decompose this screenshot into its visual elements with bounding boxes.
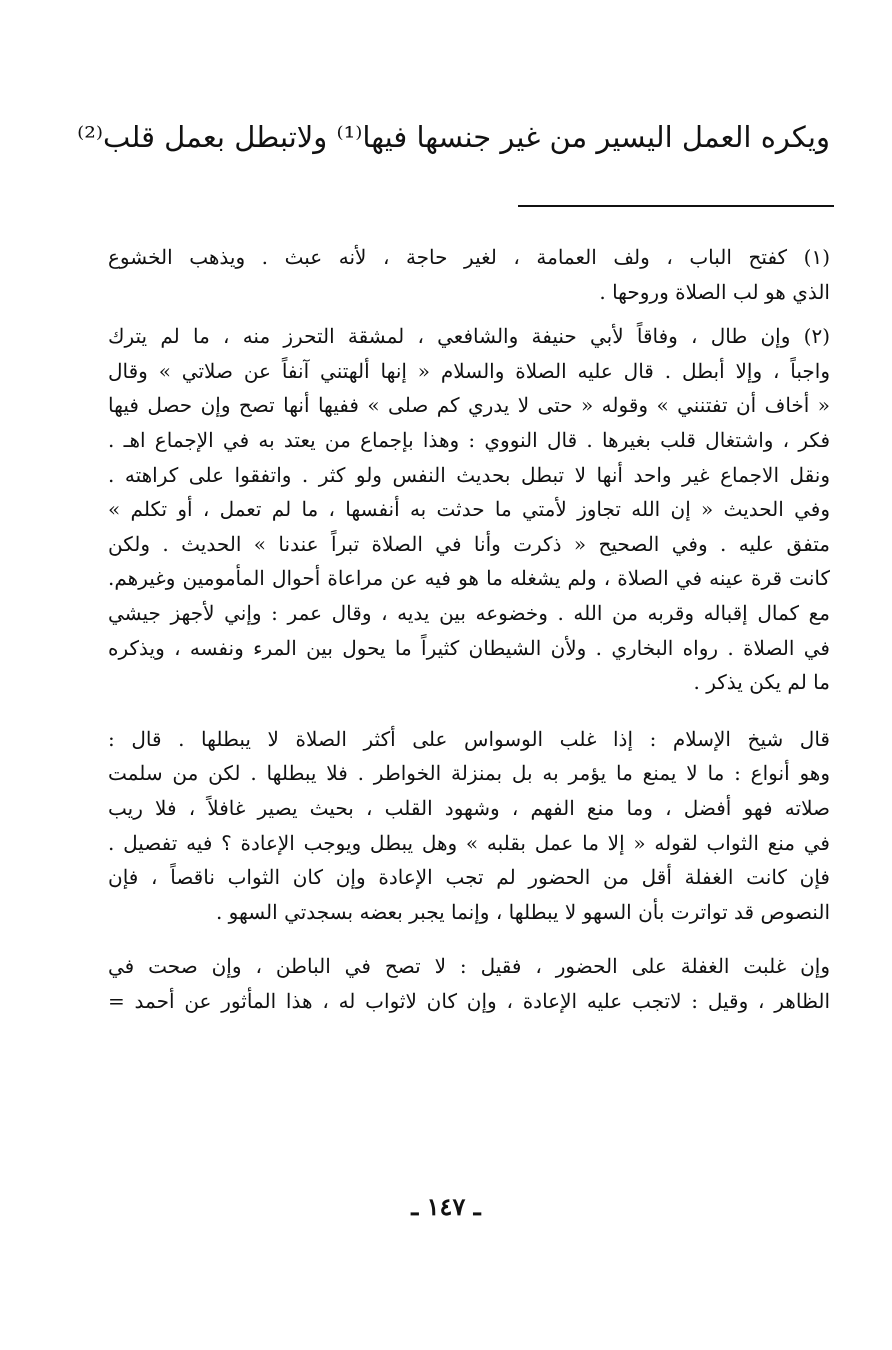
footnotes-section [108,240,830,1018]
footnote-2-continuation-paragraph [108,722,830,930]
paragraph-line: الظاهر ، وقيل : لاتجب عليه الإعادة ، وإن كان لاثواب له ، هذا المأثور عن أحمد = [108,988,830,1013]
footnote-2-line: كانت قرة عينه في الصلاة ، ولم يشغله ما هو فيه عن مراعاة أحوال المأمومين وغيرهم. [108,566,830,591]
footnote-1 [108,240,830,309]
footnote-2-line: « أخاف أن تفتنني » وقوله « حتى لا يدري كم صلى » ففيها أنها تصح وإن حصل فيها [108,393,830,418]
main-text-line: ويكره العمل اليسير من غير جنسها فيها⁽¹⁾ ولاتبطل بعمل قلب⁽²⁾ [77,120,830,154]
footnote-2-line: متفق عليه . وفي الصحيح « ذكرت وأنا في الصلاة تبراً عندنا » الحديث . ولكن [108,531,830,556]
footnote-2-final-paragraph [108,949,830,1018]
footnote-separator-rule [518,205,834,207]
footnote-2-line: ما لم يكن يذكر . [693,670,830,695]
paragraph-line: فإن كانت الغفلة أقل من الحضور لم تجب الإعادة وإن كان الثواب ناقصاً ، فإن [108,865,830,890]
footnote-2-line: فكر ، واشتغال قلب بغيرها . قال النووي : وهذا بإجماع من يعتد به في الإجماع اهـ . [108,427,830,452]
paragraph-line: صلاته فهو أفضل ، وما منع الفهم ، وشهود القلب ، بحيث يصير غافلاً ، فلا ريب [108,795,830,820]
page-number: ـ ١٤٧ ـ [411,1192,481,1221]
paragraph-line: في منع الثواب لقوله « إلا ما عمل بقلبه » وهل يبطل ويوجب الإعادة ؟ فيه تفصيل . [108,830,830,855]
paragraph-line: قال شيخ الإسلام : إذا غلب الوسواس على أكثر الصلاة لا يبطلها . قال : [108,726,830,751]
footnote-1-line: (١) كفتح الباب ، ولف العمامة ، لغير حاجة ، لأنه عبث . ويذهب الخشوع [108,245,830,269]
footnote-2-line: وفي الحديث « إن الله تجاوز لأمتي ما حدثت به أنفسها ، ما لم تعمل ، أو تكلم » [108,497,830,522]
paragraph-line: النصوص قد تواترت بأن السهو لا يبطلها ، وإنما يجبر بعضه بسجدتي السهو . [215,899,830,924]
paragraph-line: وإن غلبت الغفلة على الحضور ، فقيل : لا تصح في الباطن ، وإن صحت في [108,954,830,979]
footnote-2-line: في الصلاة . رواه البخاري . ولأن الشيطان كثيراً ما يحول بين المرء ونفسه ، ويذكره [108,635,830,660]
footnote-2 [108,319,830,700]
paragraph-line: وهو أنواع : ما لا يمنع ما يؤمر به بل بمنزلة الخواطر . فلا يبطلها . لكن من سلمت [108,761,830,786]
footnote-2-line: (٢) وإن طال ، وفاقاً لأبي حنيفة والشافعي ، لمشقة التحرز منه ، ما لم يترك [108,324,830,349]
footnote-2-line: مع كمال إقباله وقربه من الله . وخضوعه بين يديه ، وقال عمر : وإني لأجهز جيشي [108,600,830,625]
footnote-2-line: واجباً ، وإلا أبطل . قال عليه الصلاة والسلام « إنها ألهتني آنفاً عن صلاتي » وقال [108,358,830,383]
footnote-2-line: ونقل الاجماع غير واحد أنها لا تبطل بحديث النفس ولو كثر . واتفقوا على كراهته . [108,462,830,487]
footnote-1-line: الذي هو لب الصلاة وروحها . [599,279,830,304]
